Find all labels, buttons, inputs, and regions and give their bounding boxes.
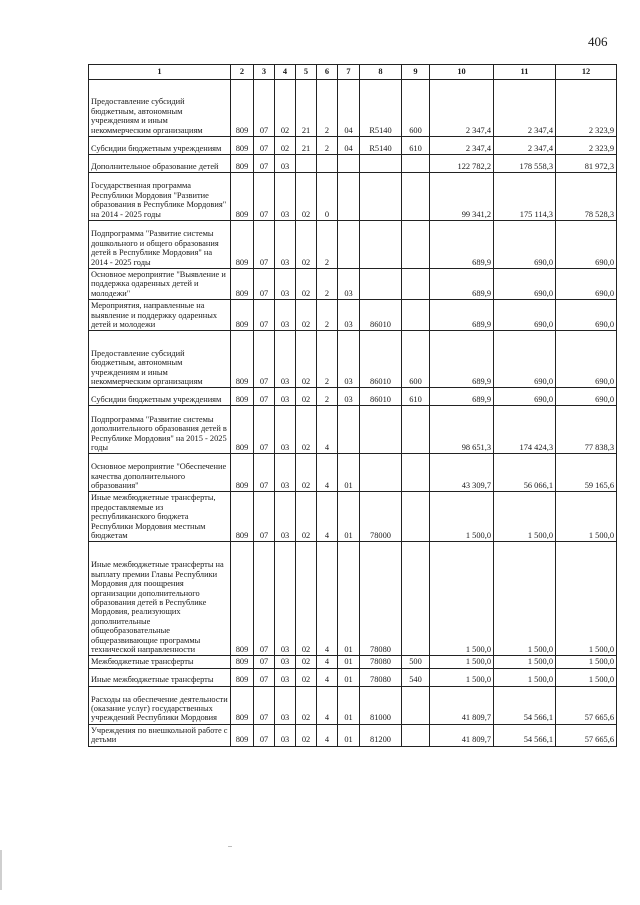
code-cell xyxy=(338,173,360,221)
code-cell: 03 xyxy=(338,331,360,388)
code-cell: 02 xyxy=(296,406,317,454)
table-row xyxy=(89,155,617,173)
row-label: Подпрограмма "Развитие системы дошкольного и общего образования детей в Республике Мордовия" на 2014 - 2025 годы xyxy=(89,221,231,269)
code-cell: 03 xyxy=(275,542,296,656)
column-header: 11 xyxy=(494,65,556,80)
amount-cell: 690,0 xyxy=(494,388,556,406)
amount-cell: 690,0 xyxy=(556,269,617,300)
code-cell: R5140 xyxy=(360,80,402,137)
code-cell: 07 xyxy=(254,388,275,406)
code-cell: 2 xyxy=(317,331,338,388)
code-cell: 07 xyxy=(254,269,275,300)
budget-table xyxy=(88,64,617,747)
code-cell: 2 xyxy=(317,80,338,137)
code-cell: 07 xyxy=(254,656,275,668)
code-cell: 4 xyxy=(317,668,338,686)
amount-cell: 174 424,3 xyxy=(494,406,556,454)
code-cell: 2 xyxy=(317,269,338,300)
code-cell: 02 xyxy=(296,492,317,542)
code-cell: 600 xyxy=(402,331,430,388)
code-cell: 01 xyxy=(338,724,360,746)
code-cell: 03 xyxy=(275,686,296,724)
code-cell: 21 xyxy=(296,137,317,155)
row-label: Учреждения по внешкольной работе с детьми xyxy=(89,724,231,746)
code-cell: R5140 xyxy=(360,137,402,155)
code-cell xyxy=(338,221,360,269)
code-cell: 03 xyxy=(275,331,296,388)
column-header: 4 xyxy=(275,65,296,80)
code-cell: 04 xyxy=(338,137,360,155)
amount-cell: 98 651,3 xyxy=(430,406,494,454)
amount-cell: 690,0 xyxy=(556,331,617,388)
amount-cell: 690,0 xyxy=(494,221,556,269)
amount-cell: 78 528,3 xyxy=(556,173,617,221)
table-row xyxy=(89,542,617,656)
amount-cell: 1 500,0 xyxy=(494,668,556,686)
row-label: Основное мероприятие "Выявление и поддержка одаренных детей и молодежи" xyxy=(89,269,231,300)
code-cell: 03 xyxy=(275,155,296,173)
code-cell: 07 xyxy=(254,137,275,155)
code-cell xyxy=(317,155,338,173)
code-cell: 02 xyxy=(296,388,317,406)
code-cell: 21 xyxy=(296,80,317,137)
table-row xyxy=(89,221,617,269)
code-cell: 07 xyxy=(254,300,275,331)
code-cell: 02 xyxy=(275,80,296,137)
column-header: 5 xyxy=(296,65,317,80)
amount-cell: 175 114,3 xyxy=(494,173,556,221)
amount-cell: 1 500,0 xyxy=(494,656,556,668)
table-row xyxy=(89,269,617,300)
code-cell: 81000 xyxy=(360,686,402,724)
code-cell xyxy=(402,173,430,221)
code-cell: 4 xyxy=(317,454,338,492)
amount-cell: 59 165,6 xyxy=(556,454,617,492)
row-label: Предоставление субсидий бюджетным, автономным учреждениям и иным некоммерческим организациям xyxy=(89,80,231,137)
code-cell: 86010 xyxy=(360,331,402,388)
row-label: Иные межбюджетные трансферты xyxy=(89,668,231,686)
code-cell: 2 xyxy=(317,300,338,331)
code-cell: 02 xyxy=(296,724,317,746)
amount-cell: 178 558,3 xyxy=(494,155,556,173)
code-cell: 610 xyxy=(402,137,430,155)
code-cell xyxy=(360,173,402,221)
code-cell: 01 xyxy=(338,542,360,656)
table-row xyxy=(89,80,617,137)
code-cell: 07 xyxy=(254,542,275,656)
code-cell: 809 xyxy=(231,137,254,155)
code-cell: 02 xyxy=(296,300,317,331)
code-cell: 03 xyxy=(275,656,296,668)
code-cell: 809 xyxy=(231,155,254,173)
amount-cell: 1 500,0 xyxy=(494,542,556,656)
table-row xyxy=(89,173,617,221)
code-cell xyxy=(338,155,360,173)
code-cell: 07 xyxy=(254,173,275,221)
code-cell xyxy=(402,542,430,656)
code-cell: 86010 xyxy=(360,388,402,406)
code-cell xyxy=(360,454,402,492)
code-cell xyxy=(360,406,402,454)
code-cell: 03 xyxy=(275,406,296,454)
code-cell: 01 xyxy=(338,454,360,492)
amount-cell: 1 500,0 xyxy=(556,542,617,656)
row-label: Иные межбюджетные трансферты на выплату премии Главы Республики Мордовия для поощрения организации дополнительного образования детей в Республике Мордовия, реализующих дополнительные общеобразовательные общеразвивающие программы технической направленности xyxy=(89,542,231,656)
amount-cell: 690,0 xyxy=(494,269,556,300)
table-row xyxy=(89,406,617,454)
code-cell: 81200 xyxy=(360,724,402,746)
scan-speck xyxy=(228,846,232,847)
amount-cell: 690,0 xyxy=(494,300,556,331)
code-cell: 500 xyxy=(402,656,430,668)
amount-cell: 690,0 xyxy=(494,331,556,388)
code-cell: 809 xyxy=(231,269,254,300)
code-cell: 4 xyxy=(317,686,338,724)
code-cell: 809 xyxy=(231,80,254,137)
amount-cell: 689,9 xyxy=(430,300,494,331)
code-cell: 07 xyxy=(254,406,275,454)
row-label: Межбюджетные трансферты xyxy=(89,656,231,668)
code-cell: 78000 xyxy=(360,492,402,542)
column-header: 1 xyxy=(89,65,231,80)
code-cell: 4 xyxy=(317,542,338,656)
code-cell: 78080 xyxy=(360,656,402,668)
table-row xyxy=(89,724,617,746)
code-cell: 02 xyxy=(296,269,317,300)
code-cell: 809 xyxy=(231,173,254,221)
amount-cell: 81 972,3 xyxy=(556,155,617,173)
code-cell: 02 xyxy=(296,542,317,656)
code-cell: 07 xyxy=(254,668,275,686)
column-header: 6 xyxy=(317,65,338,80)
code-cell: 02 xyxy=(296,686,317,724)
amount-cell: 2 323,9 xyxy=(556,137,617,155)
amount-cell: 690,0 xyxy=(556,388,617,406)
table-row xyxy=(89,668,617,686)
code-cell: 07 xyxy=(254,686,275,724)
code-cell: 4 xyxy=(317,656,338,668)
amount-cell: 54 566,1 xyxy=(494,724,556,746)
column-header: 8 xyxy=(360,65,402,80)
amount-cell: 57 665,6 xyxy=(556,686,617,724)
amount-cell: 689,9 xyxy=(430,221,494,269)
amount-cell: 2 347,4 xyxy=(494,80,556,137)
code-cell: 78080 xyxy=(360,668,402,686)
amount-cell: 2 347,4 xyxy=(494,137,556,155)
amount-cell: 690,0 xyxy=(556,221,617,269)
code-cell: 02 xyxy=(296,331,317,388)
code-cell: 03 xyxy=(275,454,296,492)
code-cell: 540 xyxy=(402,668,430,686)
code-cell: 03 xyxy=(275,269,296,300)
row-label: Дополнительное образование детей xyxy=(89,155,231,173)
amount-cell: 1 500,0 xyxy=(556,492,617,542)
scan-edge-mark xyxy=(0,850,2,890)
code-cell: 78080 xyxy=(360,542,402,656)
row-label: Основное мероприятие "Обеспечение качества дополнительного образования" xyxy=(89,454,231,492)
code-cell xyxy=(402,221,430,269)
amount-cell: 1 500,0 xyxy=(430,492,494,542)
column-header: 9 xyxy=(402,65,430,80)
code-cell: 03 xyxy=(275,668,296,686)
code-cell: 07 xyxy=(254,492,275,542)
amount-cell: 1 500,0 xyxy=(430,668,494,686)
code-cell: 03 xyxy=(275,388,296,406)
amount-cell: 57 665,6 xyxy=(556,724,617,746)
column-header: 12 xyxy=(556,65,617,80)
code-cell: 02 xyxy=(296,221,317,269)
amount-cell: 41 809,7 xyxy=(430,686,494,724)
amount-cell: 690,0 xyxy=(556,300,617,331)
code-cell xyxy=(402,406,430,454)
code-cell xyxy=(402,686,430,724)
code-cell: 03 xyxy=(338,300,360,331)
code-cell: 03 xyxy=(338,388,360,406)
code-cell: 01 xyxy=(338,668,360,686)
column-header: 2 xyxy=(231,65,254,80)
amount-cell: 689,9 xyxy=(430,269,494,300)
row-label: Субсидии бюджетным учреждениям xyxy=(89,137,231,155)
code-cell: 07 xyxy=(254,331,275,388)
code-cell xyxy=(296,155,317,173)
code-cell xyxy=(360,221,402,269)
code-cell: 07 xyxy=(254,80,275,137)
code-cell: 02 xyxy=(296,656,317,668)
code-cell: 0 xyxy=(317,173,338,221)
row-label: Государственная программа Республики Мордовия "Развитие образования в Республике Мордовия" на 2014 - 2025 годы xyxy=(89,173,231,221)
code-cell: 01 xyxy=(338,686,360,724)
code-cell: 809 xyxy=(231,656,254,668)
amount-cell: 2 347,4 xyxy=(430,137,494,155)
code-cell xyxy=(338,406,360,454)
column-header: 10 xyxy=(430,65,494,80)
code-cell: 809 xyxy=(231,542,254,656)
code-cell: 600 xyxy=(402,80,430,137)
amount-cell: 689,9 xyxy=(430,331,494,388)
amount-cell: 77 838,3 xyxy=(556,406,617,454)
code-cell: 809 xyxy=(231,686,254,724)
column-header: 7 xyxy=(338,65,360,80)
code-cell: 07 xyxy=(254,221,275,269)
amount-cell: 1 500,0 xyxy=(430,542,494,656)
row-label: Расходы на обеспечение деятельности (оказание услуг) государственных учреждений Республики Мордовия xyxy=(89,686,231,724)
amount-cell: 2 323,9 xyxy=(556,80,617,137)
code-cell: 4 xyxy=(317,406,338,454)
amount-cell: 1 500,0 xyxy=(494,492,556,542)
code-cell: 809 xyxy=(231,331,254,388)
amount-cell: 99 341,2 xyxy=(430,173,494,221)
code-cell: 809 xyxy=(231,724,254,746)
code-cell: 03 xyxy=(275,300,296,331)
table-row xyxy=(89,686,617,724)
amount-cell: 122 782,2 xyxy=(430,155,494,173)
code-cell: 86010 xyxy=(360,300,402,331)
code-cell: 2 xyxy=(317,221,338,269)
code-cell: 01 xyxy=(338,492,360,542)
amount-cell: 1 500,0 xyxy=(556,668,617,686)
code-cell xyxy=(402,724,430,746)
code-cell: 2 xyxy=(317,388,338,406)
amount-cell: 43 309,7 xyxy=(430,454,494,492)
amount-cell: 41 809,7 xyxy=(430,724,494,746)
row-label: Иные межбюджетные трансферты, предоставляемые из республиканского бюджета Республики Мордовия местным бюджетам xyxy=(89,492,231,542)
code-cell: 809 xyxy=(231,221,254,269)
amount-cell: 56 066,1 xyxy=(494,454,556,492)
code-cell: 809 xyxy=(231,406,254,454)
table-row xyxy=(89,137,617,155)
code-cell: 809 xyxy=(231,388,254,406)
amount-cell: 689,9 xyxy=(430,388,494,406)
row-label: Мероприятия, направленные на выявление и поддержку одаренных детей и молодежи xyxy=(89,300,231,331)
code-cell: 03 xyxy=(275,724,296,746)
code-cell: 01 xyxy=(338,656,360,668)
code-cell: 02 xyxy=(275,137,296,155)
code-cell xyxy=(402,300,430,331)
code-cell: 03 xyxy=(275,221,296,269)
row-label: Подпрограмма "Развитие системы дополнительного образования детей в Республике Мордовия" на 2015 - 2025 годы xyxy=(89,406,231,454)
amount-cell: 54 566,1 xyxy=(494,686,556,724)
table-row xyxy=(89,656,617,668)
code-cell xyxy=(360,269,402,300)
code-cell: 02 xyxy=(296,454,317,492)
amount-cell: 1 500,0 xyxy=(430,656,494,668)
code-cell: 04 xyxy=(338,80,360,137)
code-cell: 03 xyxy=(275,173,296,221)
code-cell xyxy=(360,155,402,173)
code-cell: 07 xyxy=(254,155,275,173)
code-cell: 4 xyxy=(317,724,338,746)
row-label: Предоставление субсидий бюджетным, автономным учреждениям и иным некоммерческим организациям xyxy=(89,331,231,388)
code-cell: 03 xyxy=(275,492,296,542)
code-cell: 809 xyxy=(231,300,254,331)
code-cell: 02 xyxy=(296,173,317,221)
code-cell: 4 xyxy=(317,492,338,542)
row-label: Субсидии бюджетным учреждениям xyxy=(89,388,231,406)
code-cell: 03 xyxy=(338,269,360,300)
code-cell: 2 xyxy=(317,137,338,155)
code-cell: 07 xyxy=(254,454,275,492)
table-row xyxy=(89,331,617,388)
table-row xyxy=(89,454,617,492)
amount-cell: 2 347,4 xyxy=(430,80,494,137)
code-cell xyxy=(402,269,430,300)
table-row xyxy=(89,300,617,331)
code-cell: 02 xyxy=(296,668,317,686)
page-number: 406 xyxy=(588,34,608,49)
amount-cell: 1 500,0 xyxy=(556,656,617,668)
code-cell xyxy=(402,492,430,542)
table-row xyxy=(89,492,617,542)
code-cell xyxy=(402,155,430,173)
code-cell: 809 xyxy=(231,454,254,492)
code-cell: 07 xyxy=(254,724,275,746)
code-cell xyxy=(402,454,430,492)
code-cell: 809 xyxy=(231,668,254,686)
code-cell: 809 xyxy=(231,492,254,542)
code-cell: 610 xyxy=(402,388,430,406)
column-header: 3 xyxy=(254,65,275,80)
header-row xyxy=(89,65,617,80)
table-row xyxy=(89,388,617,406)
